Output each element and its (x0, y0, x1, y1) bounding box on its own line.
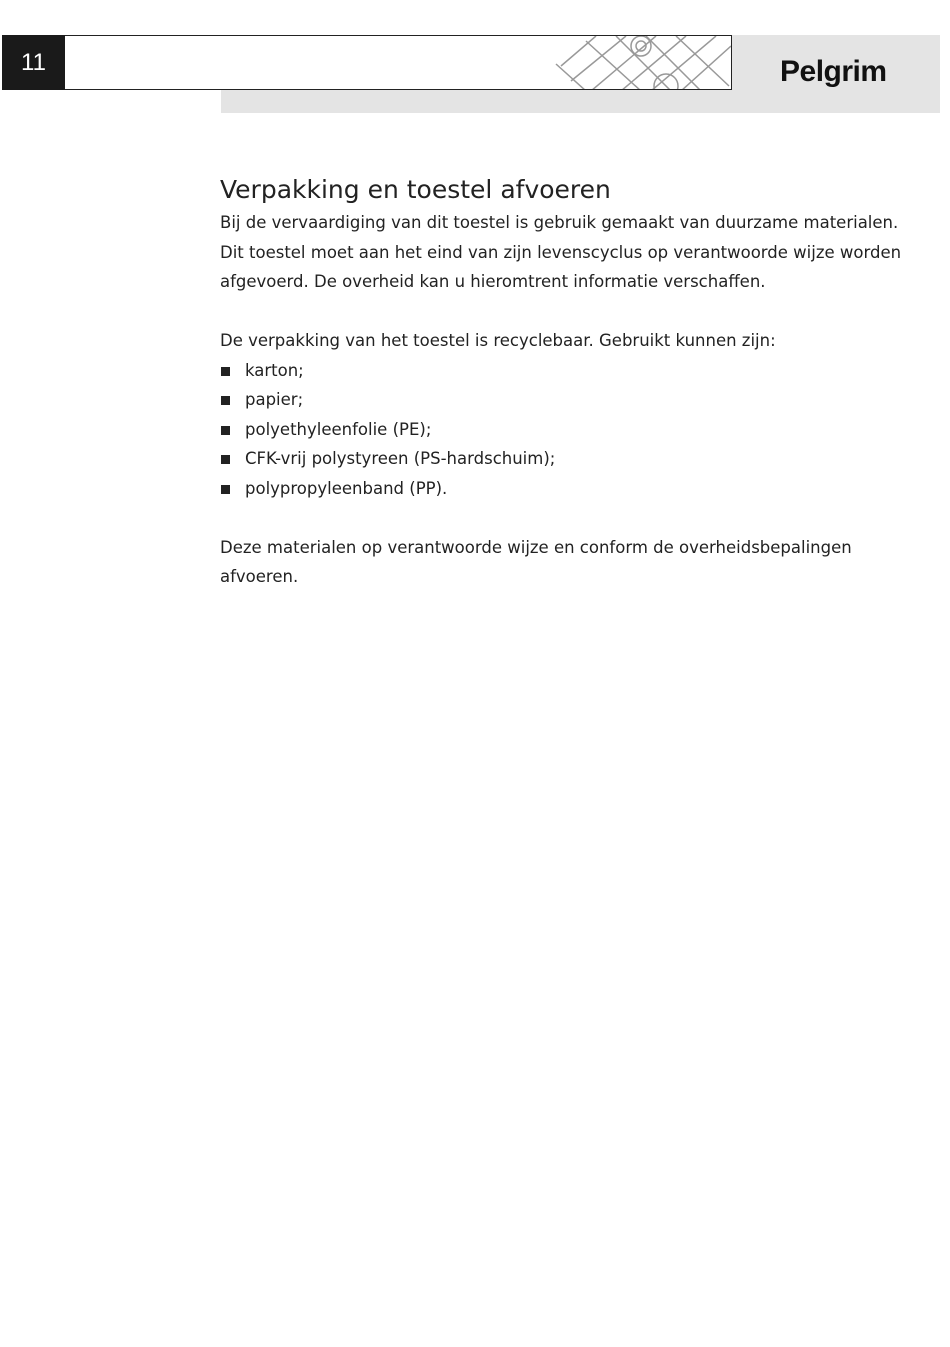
section-title: Verpakking en toestel afvoeren (220, 175, 611, 204)
materials-list (220, 356, 910, 504)
hob-grate-illustration-icon (551, 36, 731, 90)
list-item: polypropyleenband (PP). (220, 474, 910, 504)
list-item: polyethyleenfolie (PE); (220, 415, 910, 445)
paragraph: Bij de vervaardiging van dit toestel is gebruik gemaakt van duurzame materialen. Dit toestel moet aan het eind van zijn levenscyclus op verantwoorde wijze worden afgevoerd. De overheid kan u hieromtrent informatie verschaffen. (220, 213, 902, 291)
list-item: karton; (220, 356, 910, 386)
paragraph: Deze materialen op verantwoorde wijze en conform de overheidsbepalingen afvoeren. (220, 537, 852, 586)
brand-logo: Pelgrim (780, 55, 887, 88)
header-image-box (65, 35, 732, 90)
document-body (220, 172, 910, 592)
paragraph: De verpakking van het toestel is recyclebaar. Gebruikt kunnen zijn: (220, 331, 776, 350)
list-item: CFK-vrij polystyreen (PS-hardschuim); (220, 444, 910, 474)
list-item: papier; (220, 385, 910, 415)
page-number: 11 (2, 35, 65, 90)
